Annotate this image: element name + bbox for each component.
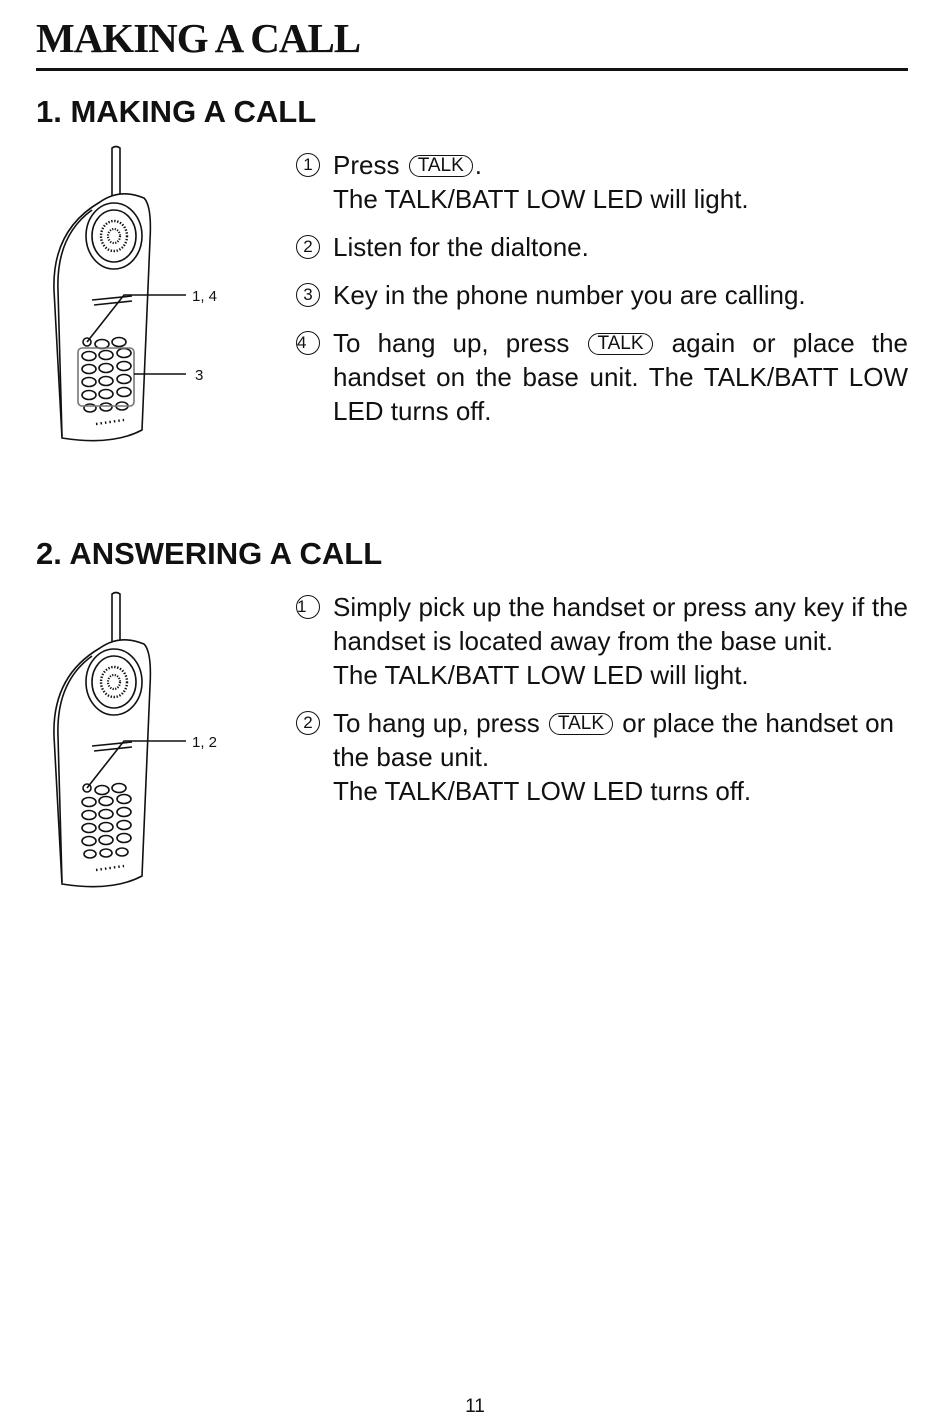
step-text: Key in the phone number you are calling. (333, 280, 806, 310)
step-number: 2 (296, 711, 320, 735)
step-2 (296, 706, 908, 808)
step-number: 1 (296, 153, 320, 177)
step-4 (296, 326, 908, 428)
section-heading-answering-a-call: 2. ANSWERING A CALL (36, 536, 383, 571)
step-1 (296, 148, 908, 216)
step-2 (296, 230, 908, 264)
step-number: 4 (296, 331, 320, 355)
talk-key-icon: TALK (588, 333, 652, 355)
step-text: The TALK/BATT LOW LED turns off. (333, 776, 752, 806)
step-1 (296, 590, 908, 692)
step-text: Listen for the dialtone. (333, 232, 589, 262)
step-text: Press (333, 150, 407, 180)
steps-answering-a-call (296, 590, 908, 822)
step-number: 2 (296, 235, 320, 259)
step-text: Simply pick up the handset or press any key if the handset is located away from the base unit. (333, 592, 908, 656)
handset-illustration (40, 586, 240, 896)
steps-making-a-call (296, 148, 908, 442)
step-text: The TALK/BATT LOW LED will light. (333, 184, 749, 214)
talk-key-icon: TALK (409, 155, 473, 177)
step-number: 1 (296, 595, 320, 619)
step-text: The TALK/BATT LOW LED will light. (333, 660, 749, 690)
step-text: or place the handset on the base unit. (333, 708, 895, 772)
talk-key-icon: TALK (549, 713, 613, 735)
page-number: 11 (465, 1396, 485, 1417)
callout-label-led: 1, 2 (192, 734, 218, 751)
step-text: To hang up, press (333, 708, 547, 738)
step-text: To hang up, press (333, 328, 587, 358)
title-rule (36, 68, 908, 71)
callout-label-keypad: 3 (195, 367, 204, 384)
page-title: MAKING A CALL (36, 15, 361, 61)
callout-label-led: 1, 4 (192, 288, 218, 305)
handset-illustration (40, 140, 240, 450)
step-text: again or place the handset on the base unit. The TALK/BATT LOW LED turns off. (333, 328, 908, 426)
step-text: . (474, 150, 483, 180)
step-number: 3 (296, 283, 320, 307)
section-heading-making-a-call: 1. MAKING A CALL (36, 94, 317, 129)
step-3 (296, 278, 908, 312)
